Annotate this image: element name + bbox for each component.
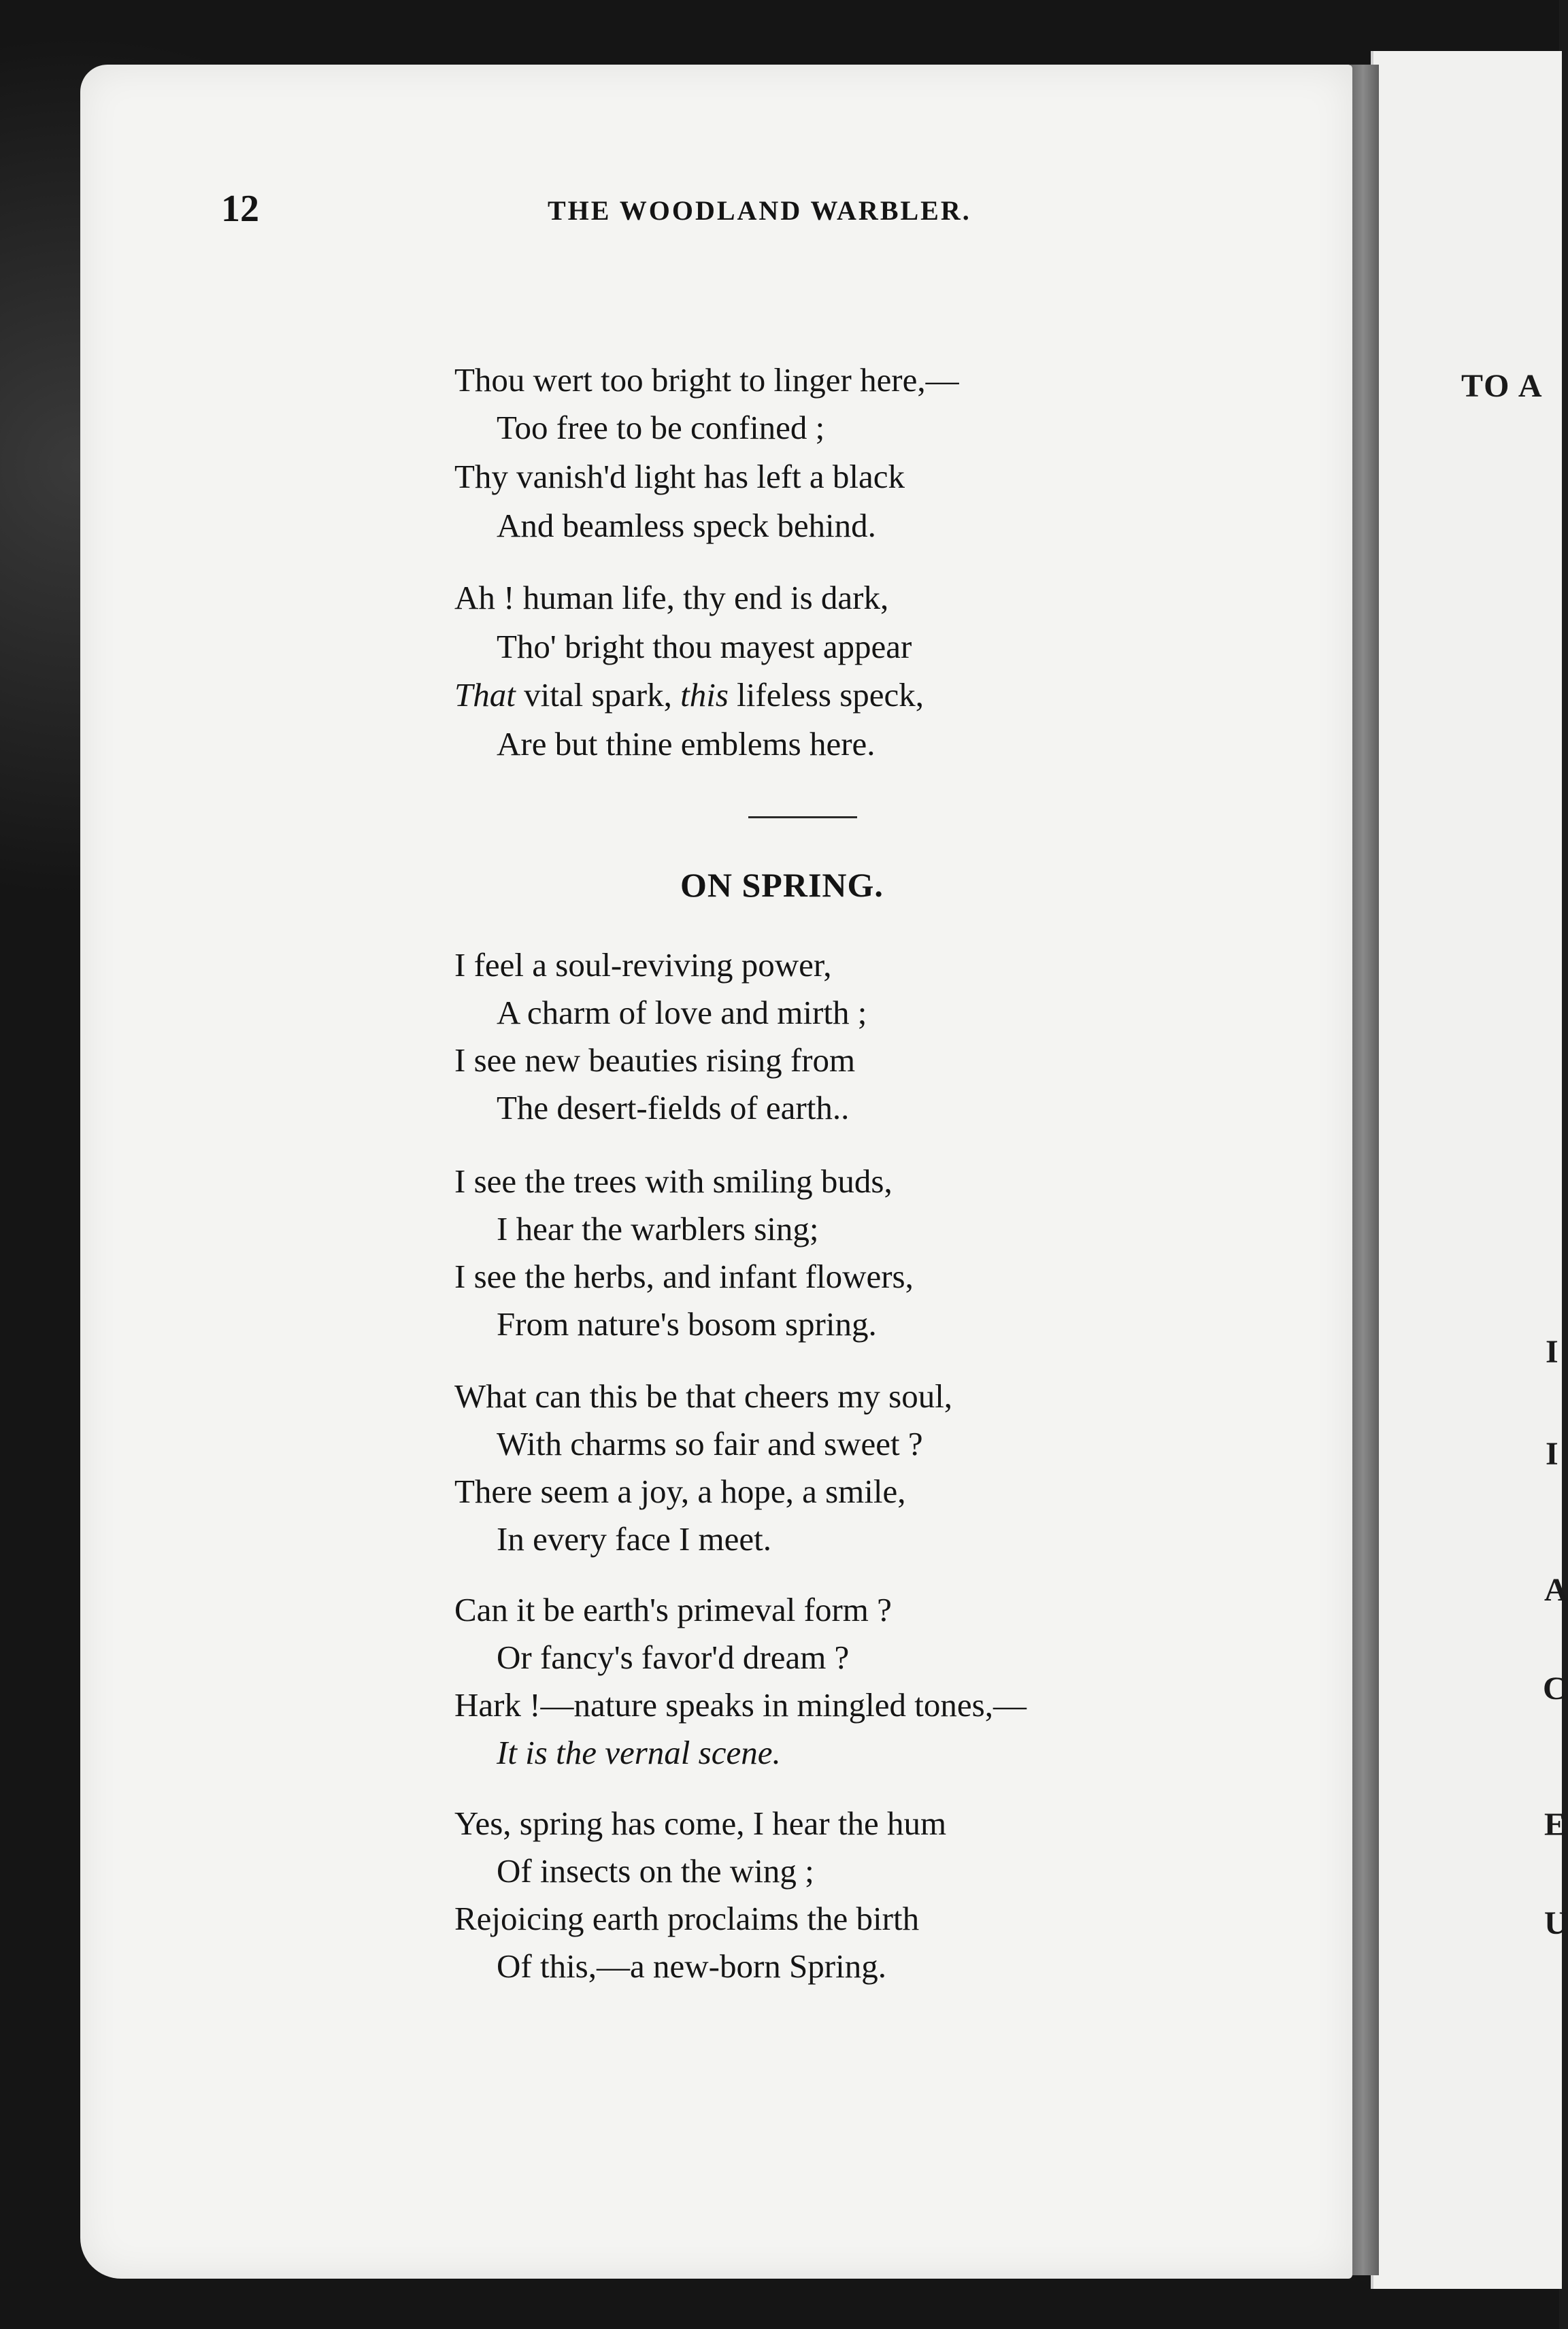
italic-word: That	[454, 676, 516, 714]
poem-line: I feel a soul-reviving power,	[454, 946, 832, 984]
poem-line: Yes, spring has come, I hear the hum	[454, 1805, 947, 1842]
italic-line: It is the vernal scene.	[497, 1734, 781, 1771]
poem-line: The desert-fields of earth..	[497, 1089, 850, 1126]
poem-line: Hark !—nature speaks in mingled tones,—	[454, 1686, 1027, 1724]
poem-line: Ah ! human life, thy end is dark,	[454, 579, 889, 616]
poem-line: Can it be earth's primeval form ?	[454, 1591, 892, 1628]
poem-line: Of insects on the wing ;	[497, 1852, 814, 1890]
poem-line: Of this,—a new-born Spring.	[497, 1947, 886, 1985]
poem-line: In every face I meet.	[497, 1520, 771, 1558]
poem-line: Too free to be confined ;	[497, 409, 825, 446]
poem-line: I see the herbs, and infant flowers,	[454, 1258, 914, 1295]
facing-page-letter: I	[1546, 1334, 1558, 1370]
facing-page-letter: E	[1544, 1807, 1567, 1843]
book-gutter	[1350, 65, 1379, 2275]
poem-line: Or fancy's favor'd dream ?	[497, 1639, 850, 1676]
facing-page-letter: C	[1543, 1671, 1567, 1707]
poem-line: From nature's bosom spring.	[497, 1305, 877, 1343]
poem-line: What can this be that cheers my soul,	[454, 1377, 953, 1415]
poem-line: I see the trees with smiling buds,	[454, 1162, 893, 1200]
poem-line: And beamless speck behind.	[497, 507, 876, 544]
poem-line: Tho' bright thou mayest appear	[497, 628, 912, 665]
poem-line: I hear the warblers sing;	[497, 1210, 819, 1247]
line-fragment: vital spark,	[524, 676, 672, 714]
italic-word: this	[680, 676, 729, 714]
poem-line	[454, 675, 924, 714]
poem-line: There seem a joy, a hope, a smile,	[454, 1473, 906, 1510]
page-number: 12	[221, 188, 259, 230]
poem-line	[497, 1733, 781, 1772]
facing-page-letter: A	[1544, 1572, 1568, 1608]
poem-line: A charm of love and mirth ;	[497, 994, 867, 1031]
poem-line: I see new beauties rising from	[454, 1041, 856, 1079]
line-fragment: lifeless speck,	[737, 676, 924, 714]
poem-line: Thy vanish'd light has left a black	[454, 458, 905, 495]
facing-page-heading: TO A	[1461, 368, 1544, 404]
poem-title: ON SPRING.	[680, 866, 884, 904]
facing-page-letter: I	[1546, 1436, 1558, 1472]
section-divider	[748, 816, 857, 818]
facing-page-letter: U	[1544, 1905, 1568, 1941]
poem-line: Thou wert too bright to linger here,—	[454, 361, 959, 399]
poem-line: Rejoicing earth proclaims the birth	[454, 1900, 920, 1937]
poem-line: With charms so fair and sweet ?	[497, 1425, 923, 1462]
running-title: THE WOODLAND WARBLER.	[548, 195, 971, 226]
poem-line: Are but thine emblems here.	[497, 725, 875, 763]
